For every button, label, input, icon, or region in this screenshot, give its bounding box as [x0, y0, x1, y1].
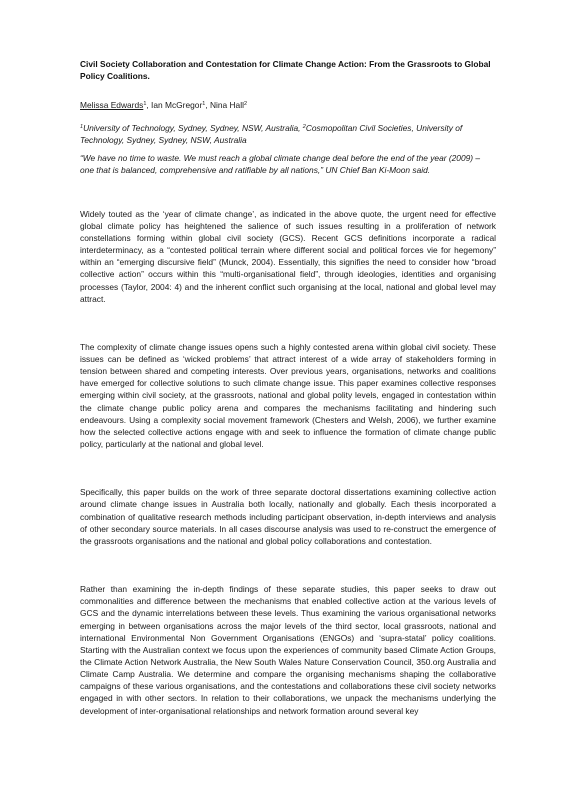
affiliations	[80, 122, 496, 146]
author-affiliation-marker: 1	[202, 100, 206, 107]
body-paragraph: The complexity of climate change issues opens such a highly contested arena within global civil society. These issues can be defined as ‘wicked problems’ that attract interest of a wide array of stakeholders forming in tension between shared and competing interests. Over previous years, organisations, networks and coalitions have emerged for collective solutions to such climate change issue. This paper examines collective responses emerging within civil society, at the grassroots, national and global polity levels, engaged in contestation within the climate change public policy arena and compares the mechanisms facilitating and hindering such endeavours. Using a complexity social movement framework (Chesters and Welsh, 2006), we further examine how the selected collective actions engage with and seek to influence the formation of climate change public policy, particularly at the national and global level.	[80, 341, 496, 450]
body-paragraph: Specifically, this paper builds on the work of three separate doctoral dissertations examining collective action around climate change issues in Australia both locally, nationally and globally. Each thesis incorporated a combination of qualitative research methods including participant observation, in-depth interviews and analysis of other secondary source materials. In all cases discourse analysis was used to re-construct the emergence of the grassroots organisations and the national and global policy collaborations and contestation.	[80, 487, 496, 546]
epigraph-quote: “We have no time to waste. We must reach a global climate change deal before the end of the year (2009) – one that is balanced, comprehensive and ratifiable by all nations,” UN Chief Ban Ki-Moon said.	[80, 152, 481, 175]
document-page	[80, 58, 496, 717]
body-paragraph: Rather than examining the in-depth findings of these separate studies, this paper seeks to draw out commonalities and difference between the mechanisms that enabled collective action at the various levels of GCS and the dynamic interrelations between these levels. Thus examining the various organisational networks emerging in between organisations across the major levels of the third sector, local grassroots, national and international Environmental Non Government Organisations (ENGOs) and ‘supra-statal’ policy coalitions. Starting with the Australian context we focus upon the experiences of community based Climate Action Groups, the Climate Action Network Australia, the New South Wales Nature Conservation Council, 350.org Australia and Climate Camp Australia. We determine and compare the organising mechanisms shaping the collaborative campaigns of these various organisations, and the contestations and collaborations these civil society networks engaged in with other sectors. In relation to their collaborations, we unpack the mechanisms underlying the development of inter-organisational relationships and network formation around several key	[80, 584, 496, 716]
affiliation-text: University of Technology, Sydney, Sydney, NSW, Australia,	[83, 122, 303, 133]
affiliation-marker: 1	[80, 123, 84, 130]
body-paragraph: Widely touted as the ‘year of climate change’, as indicated in the above quote, the urgent need for effective global climate policy has heightened the salience of such issues resulting in a proliferation of network constellations forming within global civil society (GCS). Recent GCS definitions incorporate a radical interdeterminacy, as a “contested political terrain where different social and political forces vie for hegemony” within an “emerging discursive field” (Munck, 2004). Essentially, this signifies the need to consider how “broad collective action” occurs within this “multi-organisational field”, through ideologies, identities and organising processes (Taylor, 2004: 4) and the inherent conflict such organising at the local, national and global level may attract.	[80, 208, 496, 304]
paper-title: Civil Society Collaboration and Contestation for Climate Change Action: From the Grassroots to Global Policy Coalitions.	[80, 59, 491, 82]
affiliation-marker: 2	[302, 123, 306, 130]
author-affiliation-marker: 1	[143, 100, 147, 107]
author-link[interactable]: Melissa Edwards	[80, 99, 144, 110]
author-name: , Ian McGregor	[146, 99, 203, 110]
author-list	[80, 99, 496, 111]
affiliation-text: Cosmopolitan Civil Societies, University of Technology, Sydney, Sydney, NSW, Australia	[80, 122, 463, 145]
author-affiliation-marker: 2	[243, 100, 247, 107]
author-name: , Nina Hall	[205, 99, 244, 110]
